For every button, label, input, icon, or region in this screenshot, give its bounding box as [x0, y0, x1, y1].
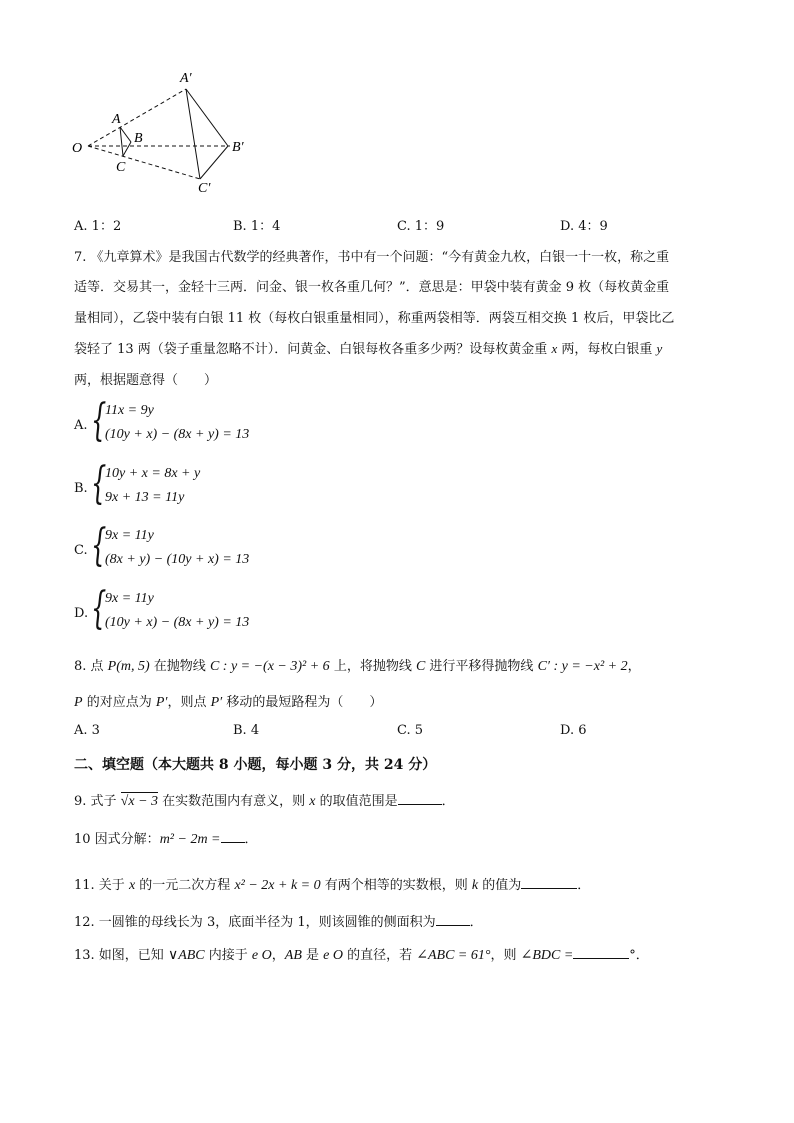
q13: 13. 如图，已知 ∨ABC 内接于 e O，AB 是 e O 的直径，若 ∠ABC = 61°，则 ∠BDC = °． [74, 944, 649, 964]
q6-option-b[interactable]: B. 1：4 [233, 219, 281, 234]
q8-line-1: 8. 点 P(m, 5) 在抛物线 C : y = −(x − 3)² + 6 上，将抛物线 C 进行平移得抛物线 C′ : y = −x² + 2， [74, 659, 641, 674]
q6-option-d[interactable]: D. 4：9 [560, 219, 608, 234]
q6-option-a[interactable]: A. 1：2 [74, 219, 122, 234]
point-label-B-prime: B′ [232, 140, 244, 155]
q8-line-2: P 的对应点为 P′，则点 P′ 移动的最短路程为（ ） [74, 695, 383, 710]
q12-answer-blank[interactable] [436, 912, 470, 926]
q7-line-3: 量相同），乙袋中装有白银 11 枚（每枚白银重量相同），称重两袋相等．两袋互相交换 1 枚后，甲袋比乙 [74, 311, 675, 326]
homothety-figure [60, 60, 280, 205]
q6-option-c[interactable]: C. 1：9 [397, 219, 445, 234]
q7-line-5: 两，根据题意得（ ） [74, 373, 218, 388]
point-label-A-prime: A′ [180, 71, 192, 86]
q12: 12. 一圆锥的母线长为 3，底面半径为 1，则该圆锥的侧面积为 ． [74, 911, 483, 930]
q11-answer-blank[interactable] [521, 875, 577, 889]
q8-option-b[interactable]: B. 4 [233, 723, 260, 738]
q13-answer-blank[interactable] [573, 945, 629, 959]
q10-answer-blank[interactable] [221, 829, 245, 843]
q9: 9. 式子 √x − 3 在实数范围内有意义，则 x 的取值范围是 ． [74, 790, 455, 810]
q7-line-4: 袋轻了 13 两（袋子重量忽略不计）．问黄金、白银每枚各重多少两？设每枚黄金重 x 两，每枚白银重 y [74, 341, 663, 357]
q7-line-1: 7. 《九章算术》是我国古代数学的经典著作，书中有一个问题：“今有黄金九枚，白银一十一枚，称之重 [74, 250, 670, 265]
q8-option-d[interactable]: D. 6 [560, 723, 587, 738]
q10: 10 因式分解：m² − 2m = ． [74, 828, 258, 848]
point-label-B: B [134, 131, 143, 146]
point-label-C: C [116, 160, 126, 175]
q7-line-2: 适等．交易其一，金轻十三两．问金、银一枚各重几何？”．意思是：甲袋中装有黄金 9 枚（每枚黄金重 [74, 280, 670, 295]
q8-option-c[interactable]: C. 5 [397, 723, 424, 738]
q9-answer-blank[interactable] [398, 791, 442, 805]
point-label-A: A [112, 112, 121, 127]
q11: 11. 关于 x 的一元二次方程 x² − 2x + k = 0 有两个相等的实数根，则 k 的值为 ． [74, 874, 590, 894]
q8-option-a[interactable]: A. 3 [74, 723, 100, 738]
point-label-C-prime: C′ [198, 181, 211, 196]
section-heading-fill-in: 二、填空题（本大题共 8 小题，每小题 3 分，共 24 分） [74, 757, 437, 773]
point-label-O: O [72, 141, 83, 156]
